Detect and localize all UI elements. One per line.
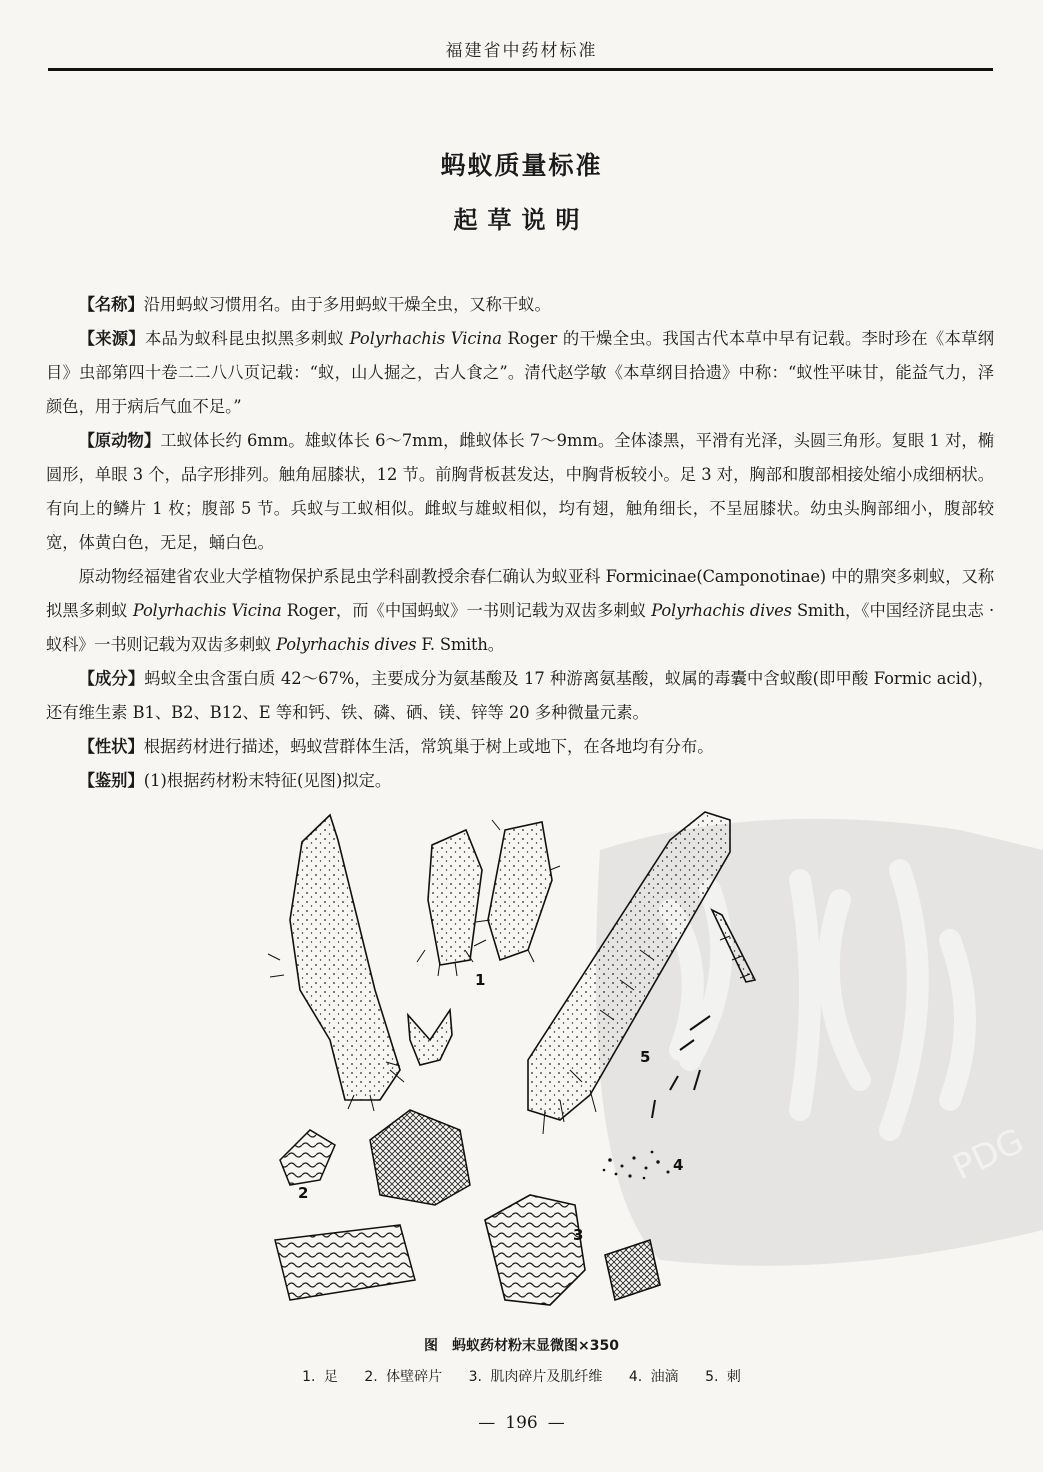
section-characters-text: 根据药材进行描述，蚂蚁营群体生活，常筑巢于树上或地下，在各地均有分布。 xyxy=(143,737,714,756)
note-text-c: Smith，《中国经济昆虫志 · 蚁科》一书则记载为双齿多刺蚁 xyxy=(46,601,994,654)
section-original-animal-label: 【原动物】 xyxy=(78,431,161,450)
note-latin-c: Polyrhachis dives xyxy=(276,635,417,654)
microscopy-figure xyxy=(260,800,780,1340)
section-identification xyxy=(46,764,994,798)
note-text-a: 原动物经福建省农业大学植物保护系昆虫学科副教授余春仁确认为蚁亚科 Formicinae(Camponotinae) 中的鼎突多刺蚁，又称拟黑多刺蚁 xyxy=(46,567,994,620)
section-composition-text: 蚂蚁全虫含蛋白质 42～67%，主要成分为氨基酸及 17 种游离氨基酸，蚁属的毒囊中含蚁酸(即甲酸 Formic acid)，还有维生素 B1、B2、B12、E 等和钙、铁、磷、硒、镁、锌等 20 多种微量元素。 xyxy=(46,669,994,722)
section-original-animal-text: 工蚁体长约 6mm。雄蚁体长 6～7mm，雌蚁体长 7～9mm。全体漆黑，平滑有光泽，头圆三角形。复眼 1 对，椭圆形，单眼 3 个，品字形排列。触角屈膝状，12 节。前胸背板甚发达，中胸背板较小。足 3 对，胸部和腹部相接处缩小成细柄状。有向上的鳞片 1 枚；腹部 5 节。兵蚁与工蚁相似。雌蚁与雄蚁相似，均有翅，触角细长，不呈屈膝状。幼虫头胸部细小，腹部较宽，体黄白色，无足，蛹白色。 xyxy=(46,431,994,552)
section-identification-note xyxy=(46,560,994,662)
figure-label-1: 1 xyxy=(475,971,486,989)
page-number xyxy=(0,1413,1043,1433)
section-identification-label: 【鉴别】 xyxy=(78,771,144,790)
body-text xyxy=(46,288,994,798)
source-latin-name: Polyrhachis Vicina xyxy=(349,329,502,348)
section-source xyxy=(46,322,994,424)
section-source-label: 【来源】 xyxy=(78,329,145,348)
specimen-body-wall xyxy=(275,1110,470,1300)
running-header: 福建省中药材标准 xyxy=(445,41,598,61)
note-latin-a: Polyrhachis Vicina xyxy=(132,601,282,620)
figure-legend xyxy=(0,1366,1043,1386)
section-source-text-b: Roger 的干燥全虫。我国古代本草中早有记载。李时珍在《本草纲目》虫部第四十卷二二八八页记载：“蚁，山人掘之，古人食之”。清代赵学敏《本草纲目拾遗》中称：“蚁性平味甘，能益气力，泽颜色，用于病后气血不足。” xyxy=(46,329,994,416)
section-composition xyxy=(46,662,994,730)
figure-label-4: 4 xyxy=(673,1156,684,1174)
specimen-leg xyxy=(290,812,755,1120)
figure-label-3: 3 xyxy=(573,1226,584,1244)
figure-label-2: 2 xyxy=(298,1184,309,1202)
section-original-animal xyxy=(46,424,994,560)
specimen-spines xyxy=(652,1016,710,1118)
svg-text:PDG: PDG xyxy=(946,1121,1030,1189)
section-name xyxy=(46,288,994,322)
note-text-d: F. Smith。 xyxy=(416,635,504,654)
legend-item: 3. 肌肉碎片及肌纤维 xyxy=(468,1369,603,1385)
section-name-text: 沿用蚂蚁习惯用名。由于多用蚂蚁干燥全虫，又称干蚁。 xyxy=(143,295,551,314)
specimen-muscle-fragments xyxy=(485,1195,660,1305)
legend-item: 4. 油滴 xyxy=(628,1369,679,1385)
legend-item: 1. 足 xyxy=(302,1369,338,1385)
section-source-text-a: 本品为蚁科昆虫拟黑多刺蚁 xyxy=(144,329,350,348)
section-composition-label: 【成分】 xyxy=(78,669,145,688)
note-text-b: Roger，而《中国蚂蚁》一书则记载为双齿多刺蚁 xyxy=(281,601,652,620)
figure-label-5: 5 xyxy=(640,1048,651,1066)
page-number-value: 196 xyxy=(505,1413,538,1433)
section-name-label: 【名称】 xyxy=(78,295,144,314)
page-number-dash-right: — xyxy=(547,1413,565,1433)
page-subtitle: 起草说明 xyxy=(453,206,590,234)
figure-caption: 图 蚂蚁药材粉末显微图×350 xyxy=(424,1338,619,1354)
legend-item: 2. 体壁碎片 xyxy=(364,1369,443,1385)
section-identification-text: (1)根据药材粉末特征(见图)拟定。 xyxy=(143,771,392,790)
page-title: 蚂蚁质量标准 xyxy=(440,151,603,180)
section-characters xyxy=(46,730,994,764)
specimen-oil-drops xyxy=(603,1151,670,1180)
page-number-dash-left: — xyxy=(478,1413,496,1433)
header-rule xyxy=(48,68,993,71)
legend-item: 5. 刺 xyxy=(705,1369,741,1385)
note-latin-b: Polyrhachis dives xyxy=(651,601,792,620)
section-characters-label: 【性状】 xyxy=(78,737,144,756)
